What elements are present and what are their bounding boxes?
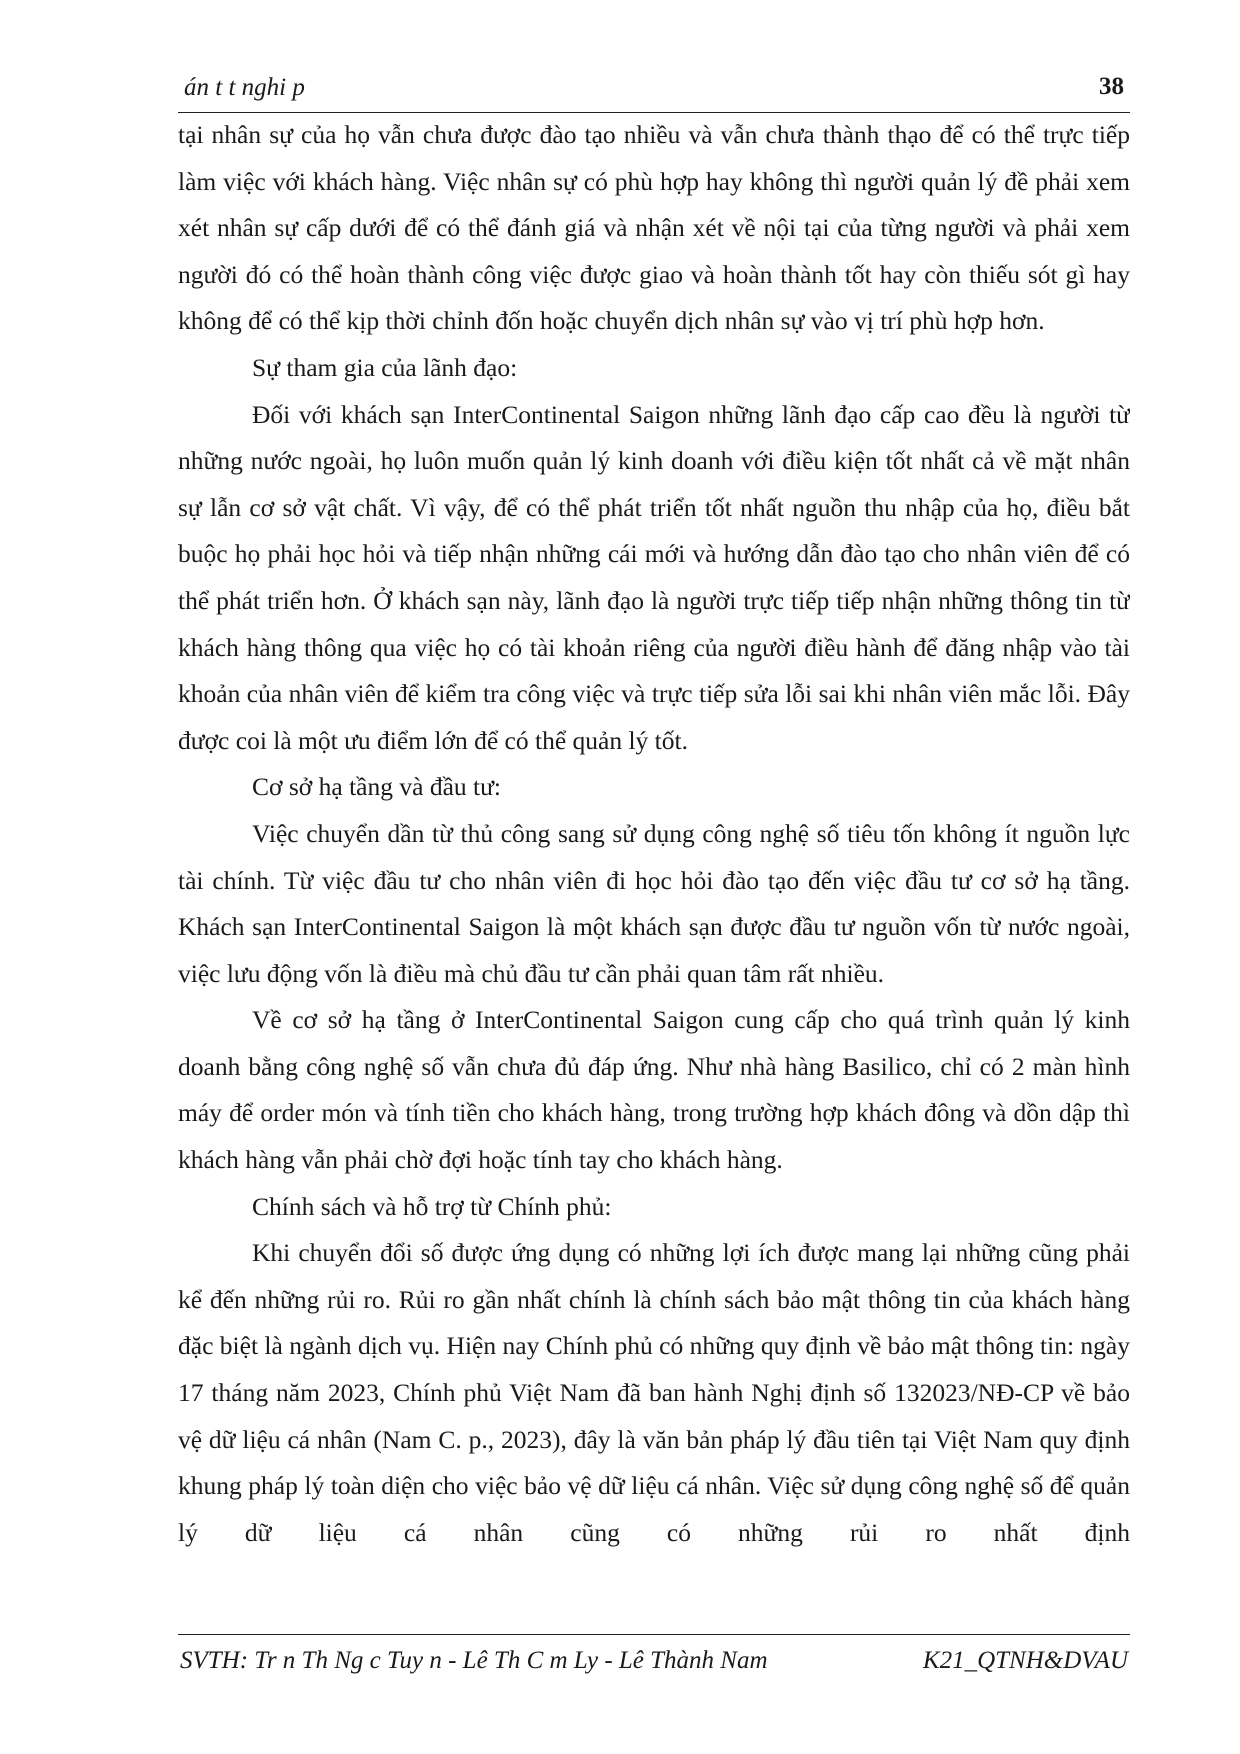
section-heading-government-policy: Chính sách và hỗ trợ từ Chính phủ: xyxy=(252,1191,612,1221)
page-number: 38 xyxy=(1099,73,1124,100)
paragraph-infrastructure: Về cơ sở hạ tầng ở InterContinental Saigon cung cấp cho quá trình quản lý kinh doanh bằng công nghệ số vẫn chưa đủ đáp ứng. Như nhà hàng Basilico, chỉ có 2 màn hình máy để order món và tính tiền cho khách hàng, trong trường hợp khách đông và dồn dập thì khách hàng vẫn phải chờ đợi hoặc tính tay cho khách hàng. xyxy=(178,1005,1130,1175)
footer-class-code: K21_QTNH&DVAU xyxy=(922,1647,1128,1674)
section-heading-infrastructure: Cơ sở hạ tầng và đầu tư: xyxy=(252,772,501,802)
paragraph-investment: Việc chuyển dần từ thủ công sang sử dụng công nghệ số tiêu tốn không ít nguồn lực tài chính. Từ việc đầu tư cho nhân viên đi học hỏi đào tạo đến việc đầu tư cơ sở hạ tầng. Khách sạn InterContinental Saigon là một khách sạn được đầu tư nguồn vốn từ nước ngoài, việc lưu động vốn là điều mà chủ đầu tư cần phải quan tâm rất nhiều. xyxy=(178,818,1130,988)
header-title: án t t nghi p xyxy=(184,74,305,101)
paragraph-government-policy: Khi chuyển đổi số được ứng dụng có những lợi ích được mang lại những cũng phải kể đến những rủi ro. Rủi ro gần nhất chính là chính sách bảo mật thông tin của khách hàng đặc biệt là ngành dịch vụ. Hiện nay Chính phủ có những quy định về bảo mật thông tin: ngày 17 tháng năm 2023, Chính phủ Việt Nam đã ban hành Nghị định số 132023/NĐ-CP về bảo vệ dữ liệu cá nhân (Nam C. p., 2023), đây là văn bản pháp lý đầu tiên tại Việt Nam quy định khung pháp lý toàn diện cho việc bảo vệ dữ liệu cá nhân. Việc sử dụng công nghệ số để quản lý dữ liệu cá nhân cũng có những rủi ro nhất định xyxy=(178,1238,1130,1547)
paragraph-continuation: tại nhân sự của họ vẫn chưa được đào tạo nhiều và vẫn chưa thành thạo để có thể trực tiếp làm việc với khách hàng. Việc nhân sự có phù hợp hay không thì người quản lý đề phải xem xét nhân sự cấp dưới để có thể đánh giá và nhận xét về nội tại của từng người và phải xem người đó có thể hoàn thành công việc được giao và hoàn thành tốt hay còn thiếu sót gì hay không để có thể kịp thời chỉnh đốn hoặc chuyển dịch nhân sự vào vị trí phù hợp hơn. xyxy=(178,120,1130,336)
footer-authors: SVTH: Tr n Th Ng c Tuy n - Lê Th C m Ly - Lê Thành Nam xyxy=(180,1647,768,1674)
section-heading-leadership: Sự tham gia của lãnh đạo: xyxy=(252,352,518,382)
page-footer xyxy=(178,1634,1130,1683)
page-header xyxy=(178,70,1130,113)
body-text xyxy=(178,112,1130,1618)
paragraph-leadership: Đối với khách sạn InterContinental Saigon những lãnh đạo cấp cao đều là người từ những nước ngoài, họ luôn muốn quản lý kinh doanh với điều kiện tốt nhất cả về mặt nhân sự lẫn cơ sở vật chất. Vì vậy, để có thể phát triển tốt nhất nguồn thu nhập của họ, điều bắt buộc họ phải học hỏi và tiếp nhận những cái mới và hướng dẫn đào tạo cho nhân viên để có thể phát triển hơn. Ở khách sạn này, lãnh đạo là người trực tiếp tiếp nhận những thông tin từ khách hàng thông qua việc họ có tài khoản riêng của người điều hành để đăng nhập vào tài khoản của nhân viên để kiểm tra công việc và trực tiếp sửa lỗi sai khi nhân viên mắc lỗi. Đây được coi là một ưu điểm lớn để có thể quản lý tốt. xyxy=(178,399,1130,755)
